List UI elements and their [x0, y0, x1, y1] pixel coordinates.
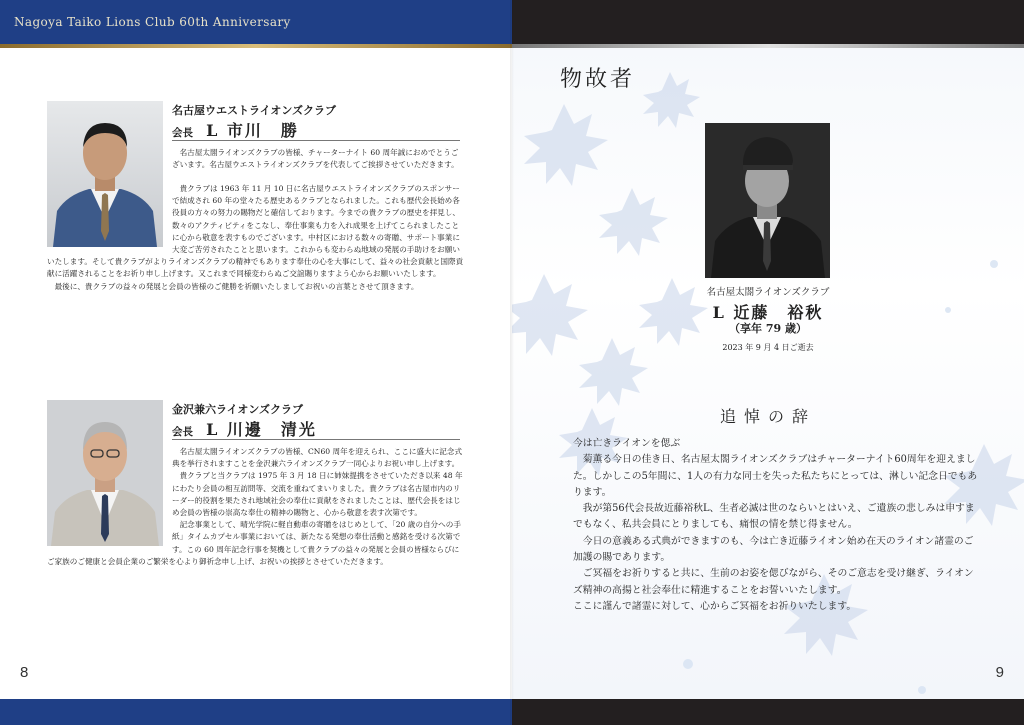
- message-body-wrap: [47, 446, 464, 596]
- president-line: [172, 118, 299, 141]
- club-name: 金沢兼六ライオンズクラブ: [172, 403, 304, 416]
- president-name: L 川邊 清光: [206, 420, 317, 439]
- eulogy-title: 追悼の辞: [719, 407, 816, 426]
- footer-band: [0, 699, 512, 725]
- eulogy-line: ご冥福をお祈りすると共に、生前のお姿を偲びながら、そのご意志を受け継ぎ、ライオンズ精神の高揚と社会奉仕に精進することをお誓いいたします。: [573, 568, 974, 596]
- page-heading: 物故者: [560, 67, 636, 92]
- eulogy-line: 今は亡きライオンを偲ぶ: [573, 438, 681, 449]
- president-role: 会長: [172, 426, 193, 438]
- eulogy-line: ここに謹んで諸霊に対して、心からご冥福をお祈りいたします。: [573, 600, 857, 612]
- name-rule: [172, 439, 460, 440]
- message-body-wrap: [47, 183, 464, 303]
- president-role: 会長: [172, 127, 193, 139]
- page-number: 9: [995, 664, 1004, 681]
- message-paragraph: 最後に、貴クラブの益々の発展と会員の皆様のご健勝を祈願いたしましてお祝いの言葉とさせて頂きます。: [54, 281, 419, 291]
- president-line: [172, 417, 317, 440]
- maple-leaf-decoration: [512, 0, 1024, 725]
- message-body-top: [172, 147, 464, 171]
- header-band: [0, 0, 512, 44]
- message-paragraph: 貴クラブと当クラブは 1975 年 3 月 18 日に姉妹提携をさせていただき以来 48 年にわたり会員の相互訪問等、交流を重ねてまいりました。貴クラブは名古屋市内のリーダー的役割を果たされ地域社会の奉仕に貢献をされましたことは、歴代会長をはじめ会員の皆様の崇高な奉仕の精神の賜物と、心から敬意を表す次第です。: [172, 471, 463, 518]
- memorial-club-name: 名古屋太閤ライオンズクラブ: [706, 287, 830, 298]
- name-rule: [172, 140, 460, 141]
- header-title: Nagoya Taiko Lions Club 60th Anniversary: [14, 15, 291, 29]
- footer-band: [512, 699, 1024, 725]
- club-name: 名古屋ウエストライオンズクラブ: [172, 104, 337, 117]
- message-paragraph: 名古屋太閤ライオンズクラブの皆様、CN60 周年を迎えられ、ここに盛大に記念式典を挙行されますことを金沢兼六ライオンズクラブ一同心よりお祝い申し上げます。: [172, 447, 463, 469]
- eulogy-text: [573, 436, 981, 615]
- memorial-portrait-photo: [705, 123, 830, 278]
- message-paragraph: 名古屋太閤ライオンズクラブの皆様、チャーターナイト 60 周年誠におめでとうございます。名古屋ウエストライオンズクラブを代表してご挨拶させていただきます。: [172, 148, 459, 170]
- message-paragraph: 記念事業として、晴光学院に軽自動車の寄贈をはじめとして、「20 歳の自分への手紙」タイムカプセル事業においては、新たなる発想の奉仕活動と感銘を受ける次第です。この 60 周年記念行事を契機として貴クラブの益々の発展と会員の皆様ならびにご家族のご健康と会員企業のご繁栄を心より御祈念申し上げ、お祝いの挨拶とさせていただきます。: [47, 520, 461, 566]
- header-gold-rule: [0, 44, 512, 48]
- page-number: 8: [20, 664, 29, 681]
- memorial-name: L 近藤 裕秋: [712, 303, 824, 322]
- eulogy-line: 我が第56代会長故近藤裕秋L、生者必滅は世のならいとはいえ、ご遺族の悲しみは申すまでもなく、私共会員にとりましても、痛恨の情を禁じ得ません。: [573, 503, 975, 531]
- book-gutter: [510, 0, 514, 725]
- eulogy-line: 菊薫る今日の佳き日、名古屋太閤ライオンズクラブはチャーターナイト60周年を迎えました。しかしこの5年間に、1人の有力な同士を失った私たちにとっては、淋しい記念日でもあります。: [573, 454, 978, 498]
- message-paragraph: 貴クラブは 1963 年 11 月 10 日に名古屋ウエストライオンズクラブのスポンサーで結成され 60 年の堂々たる歴史あるクラブとなられました。これも歴代会長始め各役員の方々の努力の賜物だと確信しております。今までの貴クラブの歴史を拝見し、数々のアクティビティをこなし、奉仕事業も力を入れ成果を上げてこられましたことに心から敬意を表すものでございます。中村区における数々の寄贈、サポート事業に大変ご苦労されたことと思います。これからも変わらぬ地域の発展の手助けをお願いいたします。そして貴クラブがよりライオンズクラブの精神でもあります奉仕の心を大事にして、益々の社会貢献と国際貢献に活躍されることをお祈り申し上げます。又これまで同様変わらぬご交誼賜りますよう心からお願いいたします。: [47, 184, 464, 279]
- president-name: L 市川 勝: [206, 121, 299, 140]
- eulogy-line: 今日の意義ある式典ができますのも、今は亡き近藤ライオン始め在天のライオン諸霊のご加護の賜であります。: [573, 535, 974, 564]
- memorial-date: 2023 年 9 月 4 日ご逝去: [722, 343, 814, 352]
- right-page: [512, 0, 1024, 725]
- memorial-age: （享年 79 歳）: [729, 322, 807, 335]
